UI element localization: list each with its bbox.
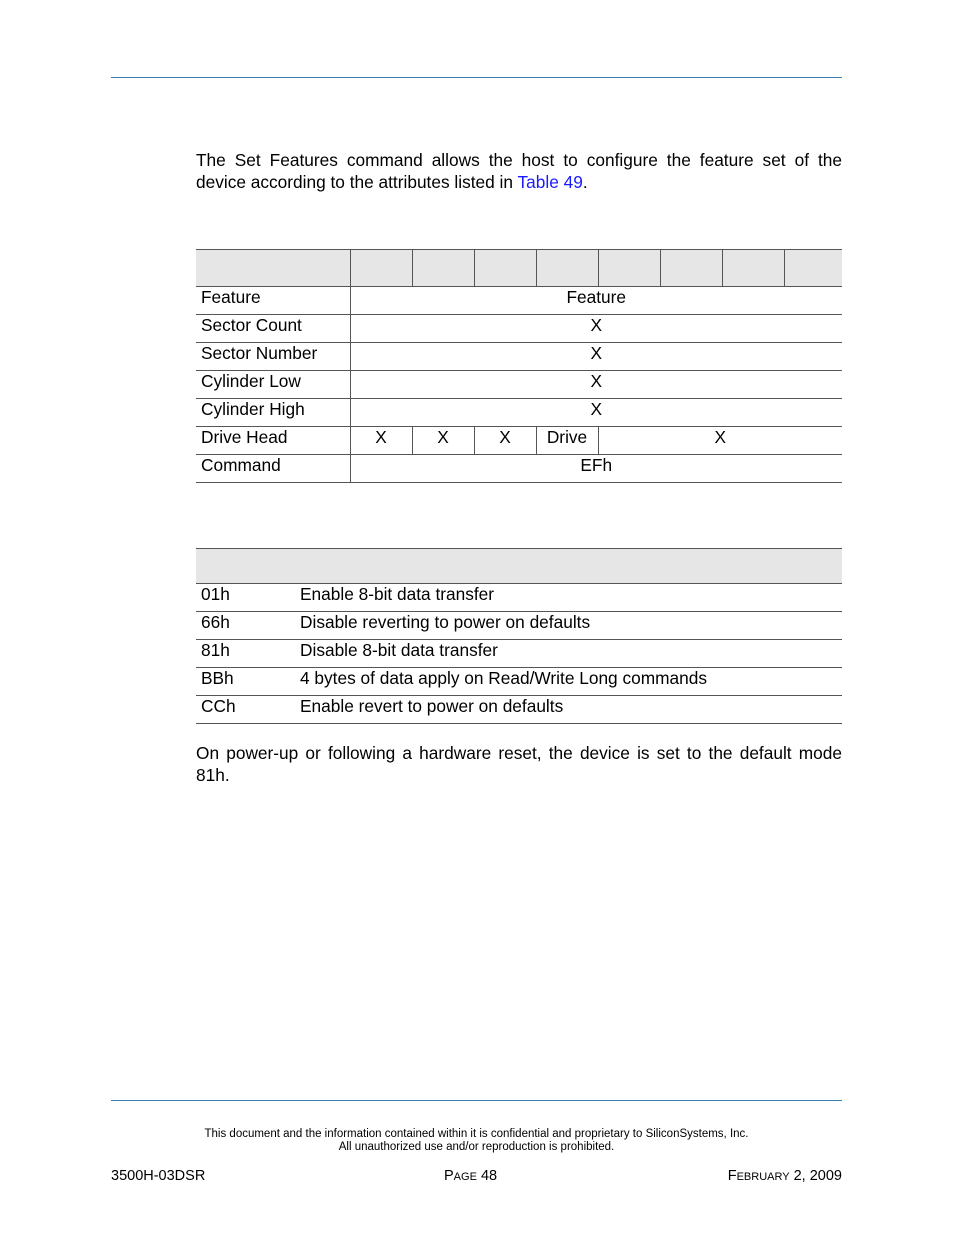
document-date: FEBRUARY 2, 2009	[727, 1168, 842, 1184]
register-label: Cylinder Low	[196, 371, 350, 399]
register-value: Feature	[350, 287, 842, 315]
intro-paragraph: The Set Features command allows the host to configure the feature set of the device according to the attributes listed in Table 49.	[196, 150, 842, 192]
confidentiality-notice: This document and the information contained within it is confidential and proprietary to SiliconSystems, Inc. All unauthorized use and/or reproduction is prohibited.	[204, 1128, 749, 1153]
table-row	[196, 343, 842, 371]
bit5-value: X	[474, 427, 536, 455]
register-value: X	[350, 315, 842, 343]
feature-code: 81h	[196, 640, 295, 668]
table-row	[196, 612, 842, 640]
bits3-0-value: X	[598, 427, 842, 455]
table-row	[196, 427, 842, 455]
register-label: Cylinder High	[196, 399, 350, 427]
table-row	[196, 696, 842, 724]
bit6-value: X	[412, 427, 474, 455]
register-table	[196, 249, 842, 483]
register-label: Feature	[196, 287, 350, 315]
document-id: 3500H-03DSR	[111, 1168, 206, 1184]
feature-table	[196, 548, 842, 724]
table-row	[196, 371, 842, 399]
register-label: Drive Head	[196, 427, 350, 455]
feature-code: CCh	[196, 696, 295, 724]
register-value: X	[350, 399, 842, 427]
header-rule	[111, 77, 842, 78]
feature-description: Enable revert to power on defaults	[295, 696, 842, 724]
register-label: Command	[196, 455, 350, 483]
table-49-link[interactable]: Table 49	[517, 172, 583, 192]
table-row	[196, 455, 842, 483]
closing-paragraph: On power-up or following a hardware reset, the device is set to the default mode 81h.	[196, 743, 842, 785]
table-row	[196, 399, 842, 427]
table-row	[196, 584, 842, 612]
register-value: X	[350, 343, 842, 371]
feature-description: Enable 8-bit data transfer	[295, 584, 842, 612]
register-label: Sector Count	[196, 315, 350, 343]
feature-description: Disable reverting to power on defaults	[295, 612, 842, 640]
register-value: EFh	[350, 455, 842, 483]
bit4-value: Drive	[536, 427, 598, 455]
feature-description: 4 bytes of data apply on Read/Write Long commands	[295, 668, 842, 696]
feature-description: Disable 8-bit data transfer	[295, 640, 842, 668]
table-row	[196, 315, 842, 343]
register-label: Sector Number	[196, 343, 350, 371]
table-row	[196, 287, 842, 315]
table-row	[196, 640, 842, 668]
feature-code: BBh	[196, 668, 295, 696]
feature-table-header	[196, 549, 842, 584]
bit7-value: X	[350, 427, 412, 455]
table-row	[196, 668, 842, 696]
register-value: X	[350, 371, 842, 399]
footer-rule	[111, 1100, 842, 1101]
register-table-header	[196, 250, 842, 287]
feature-code: 66h	[196, 612, 295, 640]
page-number: PAGE 48	[444, 1168, 498, 1184]
feature-code: 01h	[196, 584, 295, 612]
